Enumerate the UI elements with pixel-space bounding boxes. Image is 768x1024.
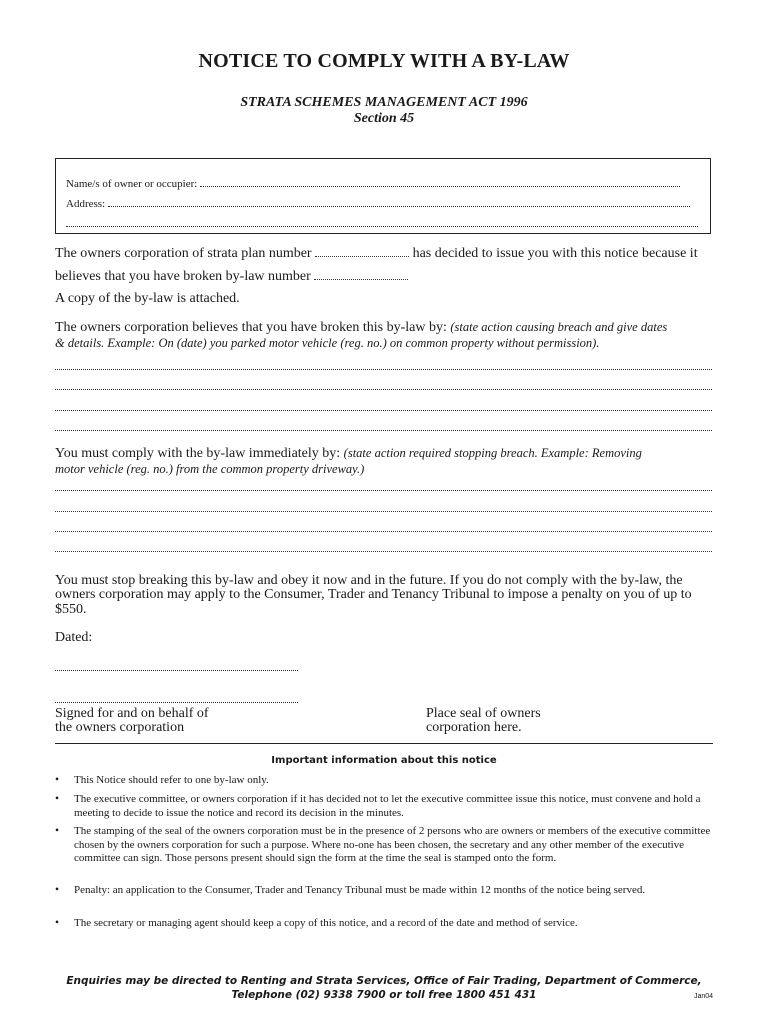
act-section: Section 45 [353,111,415,126]
breach-intro: The owners corporation believes that you have broken this by-law by: [55,320,447,335]
breach-hint-1: (state action causing breach and give dates [450,320,668,334]
info-heading: Important information about this notice [271,755,497,766]
bylaw-prefix: believes that you have broken by-law number [55,269,311,284]
address-field-line-2[interactable] [66,226,698,227]
footer-telephone: Telephone (02) 9338 7900 or toll free 1800 451 431 [231,989,537,1001]
address-label: Address: [66,198,106,210]
seal-line-1: Place seal of owners [426,706,541,721]
comply-line-2[interactable] [55,511,712,512]
info-bullet-3: The stamping of the seal of the owners corporation must be in the presence of 2 persons who are owners or members of the executive committee chosen by the owners corporation for such a purpose. Where no-one has been chosen, the secretary and any other member of the executive committee can sign. Those persons present should sign the form at the time the seal is stamped onto the form. [74,825,711,864]
bullet-icon: • [55,884,60,896]
comply-intro-row [55,446,642,462]
signed-line-1: Signed for and on behalf of [55,706,209,721]
comply-hint-2: motor vehicle (reg. no.) from the common property driveway.) [55,462,365,476]
info-bullet-2: The executive committee, or owners corporation if it has decided not to let the executive committee issue this notice, must convene and hold a meeting to decide to issue the notice and record its decision in the minutes. [74,793,701,819]
seal-line-2: corporation here. [426,720,522,735]
bullet-icon: • [55,917,60,929]
strata-prefix: The owners corporation of strata plan number [55,246,312,261]
breach-line-2[interactable] [55,389,712,390]
copy-attached-text: A copy of the by-law is attached. [55,291,240,306]
signature-field[interactable] [55,702,298,703]
comply-intro: You must comply with the by-law immediately by: [55,446,341,461]
signed-line-2: the owners corporation [55,720,185,735]
comply-line-4[interactable] [55,551,712,552]
owner-name-field[interactable] [200,176,680,187]
date-field[interactable] [55,670,298,671]
breach-line-3[interactable] [55,410,712,411]
breach-line-1[interactable] [55,369,712,370]
strata-suffix: has decided to issue you with this notice because it [412,246,698,261]
breach-line-4[interactable] [55,430,712,431]
owner-name-label: Name/s of owner or occupier: [66,178,198,190]
address-field[interactable] [108,196,690,207]
form-version-code: Jan04 [694,993,714,1000]
info-bullet-1: This Notice should refer to one by-law only. [74,774,269,786]
bylaw-row [55,269,408,285]
breach-intro-row [55,320,667,336]
info-bullet-5: The secretary or managing agent should keep a copy of this notice, and a record of the date and method of service. [74,917,578,929]
bullet-icon: • [55,825,60,837]
bullet-icon: • [55,774,60,786]
info-bullet-4: Penalty: an application to the Consumer, Trader and Tenancy Tribunal must be made within 12 months of the notice being served. [74,884,646,896]
comply-line-1[interactable] [55,490,712,491]
stop-line-1: You must stop breaking this by-law and obey it now and in the future. If you do not comply with the by-law, the [55,573,683,588]
strata-plan-number-field[interactable] [315,246,409,257]
page-title: NOTICE TO COMPLY WITH A BY-LAW [198,50,570,72]
act-name: STRATA SCHEMES MANAGEMENT ACT 1996 [240,95,528,110]
bylaw-number-field[interactable] [314,269,408,280]
comply-hint-1: (state action required stopping breach. Example: Removing [343,446,642,460]
footer-enquiries: Enquiries may be directed to Renting and Strata Services, Office of Fair Trading, Department of Commerce, [66,975,702,987]
strata-row [55,246,698,262]
dated-label: Dated: [55,630,93,645]
breach-hint-2: & details. Example: On (date) you parked motor vehicle (reg. no.) on common property without permission). [55,336,600,350]
stop-line-3: $550. [55,602,87,617]
address-row [66,196,706,210]
stop-line-2: owners corporation may apply to the Consumer, Trader and Tenancy Tribunal to impose a penalty on you of up to [55,587,692,602]
divider [55,743,713,744]
bullet-icon: • [55,793,60,805]
owner-name-row [66,176,706,190]
comply-line-3[interactable] [55,531,712,532]
